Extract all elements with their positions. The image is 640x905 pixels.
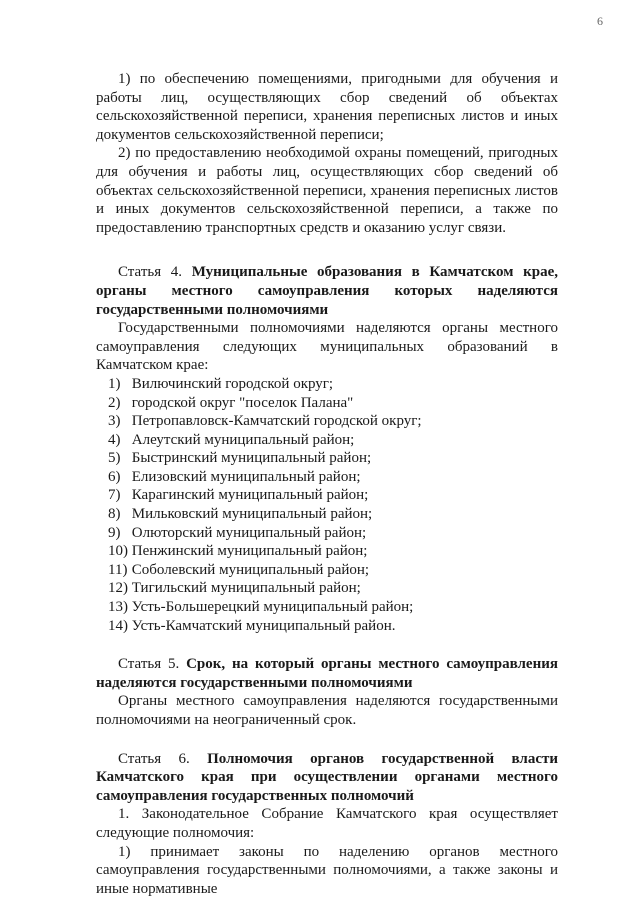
article-4-title: Муниципальные образования в Камчатском крае, органы местного самоуправления которых наделяются государственными полномочиями [96,264,558,318]
paragraph-premises: 1) по обеспечению помещениями, пригодными для обучения и работы лиц, осуществляющих сбор сведений об объектах сельскохозяйственной переписи, хранения переписных листов и иных документов сельскохозяйственной переписи; [96,71,558,143]
list-item: 5) Быстринский муниципальный район; [108,450,372,467]
article-5-text: Органы местного самоуправления наделяются государственными полномочиями на неограниченный срок. [96,693,558,728]
list-item: 3) Петропавловск-Камчатский городской округ; [108,413,422,430]
list-item: 2) городской округ "поселок Палана" [108,394,354,411]
list-item: 1) Вилючинский городской округ; [108,375,334,392]
article-6-paragraph-2: 1) принимает законы по наделению органов местного самоуправления государственными полномочиями, а также законы и иные нормативные [96,843,558,897]
list-item: 9) Олюторский муниципальный район; [108,524,367,541]
article-6-heading [96,750,558,806]
article-6-number: Статья 6. [118,750,190,767]
page-corner-mark: 6 [597,14,603,28]
article-5-title: Срок, на который органы местного самоуправления наделяются государственными полномочиями [96,656,558,691]
list-item: 8) Мильковский муниципальный район; [108,506,373,523]
article-6-title: Полномочия органов государственной власти Камчатского края при осуществлении органами местного самоуправления государственных полномочий [96,750,558,804]
paragraph-security: 2) по предоставлению необходимой охраны помещений, пригодных для обучения и работы лиц, осуществляющих сбор сведений об объектах сельскохозяйственной переписи, хранения переписных листов и иных документов сельскохозяйственной переписи, а также по предоставлению транспортных средств и оказанию услуг связи. [96,145,558,236]
article-6-paragraph-1: 1. Законодательное Собрание Камчатского края осуществляет следующие полномочия: [96,806,558,841]
article-5-number: Статья 5. [118,656,180,673]
list-item: 4) Алеутский муниципальный район; [108,431,355,448]
document-body [96,70,558,898]
municipality-list [96,375,558,635]
article-5-heading [96,655,558,692]
list-item: 12) Тигильский муниципальный район; [108,580,361,597]
list-item: 14) Усть-Камчатский муниципальный район. [108,617,396,634]
article-4-intro: Государственными полномочиями наделяются органы местного самоуправления следующих муниципальных образований в Камчатском крае: [96,320,558,374]
list-item: 10) Пенжинский муниципальный район; [108,543,368,560]
list-item: 13) Усть-Большерецкий муниципальный район; [108,599,414,616]
list-item: 11) Соболевский муниципальный район; [108,561,370,578]
list-item: 6) Елизовский муниципальный район; [108,468,361,485]
list-item: 7) Карагинский муниципальный район; [108,487,369,504]
article-4-heading [96,263,558,319]
article-4-number: Статья 4. [118,264,183,281]
